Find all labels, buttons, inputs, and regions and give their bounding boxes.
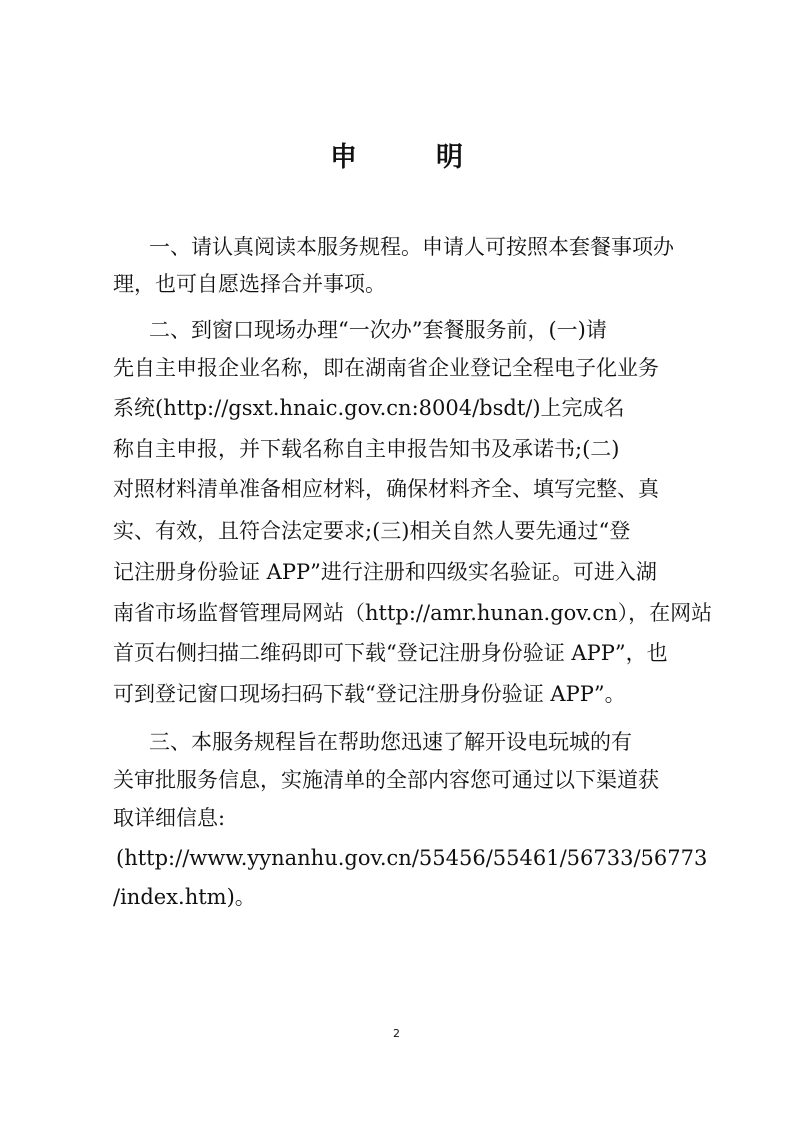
text-line: 实、有效，且符合法定要求;(三)相关自然人要先通过“登 <box>113 519 631 543</box>
text-line: 记注册身份验证 APP”进行注册和四级实名验证。可进入湖 <box>113 560 657 584</box>
text-line: 对照材料清单准备相应材料，确保材料齐全、填写完整、真 <box>113 477 659 501</box>
text-line: 三、本服务规程旨在帮助您迅速了解开设电玩城的有 <box>149 730 632 754</box>
text-line: 二、到窗口现场办理“一次办”套餐服务前，(一)请 <box>149 318 607 342</box>
text-line: 南省市场监督管理局网站（http://amr.hunan.gov.cn），在网站 <box>113 601 713 625</box>
text-line: 首页右侧扫描二维码即可下载“登记注册身份验证 APP”，也 <box>113 641 668 665</box>
page-number: 2 <box>393 1027 400 1040</box>
text-line: /index.htm)。 <box>113 885 256 909</box>
text-line: 称自主申报，并下载名称自主申报告知书及承诺书;(二) <box>113 437 620 461</box>
text-line: (http://www.yynanhu.gov.cn/55456/55461/56733/56773 <box>116 846 708 870</box>
text-line: 先自主申报企业名称，即在湖南省企业登记全程电子化业务 <box>113 356 659 380</box>
text-line: 可到登记窗口现场扫码下载“登记注册身份验证 APP”。 <box>113 682 626 706</box>
text-line: 关审批服务信息，实施清单的全部内容您可通过以下渠道获 <box>113 768 659 792</box>
page-title: 申 明 <box>330 142 489 173</box>
text-line: 系统(http://gsxt.hnaic.gov.cn:8004/bsdt/)上完成名 <box>113 396 625 420</box>
text-line: 理，也可自愿选择合并事项。 <box>113 272 386 296</box>
text-line: 取详细信息: <box>113 806 226 830</box>
text-line: 一、请认真阅读本服务规程。申请人可按照本套餐事项办 <box>149 235 674 259</box>
